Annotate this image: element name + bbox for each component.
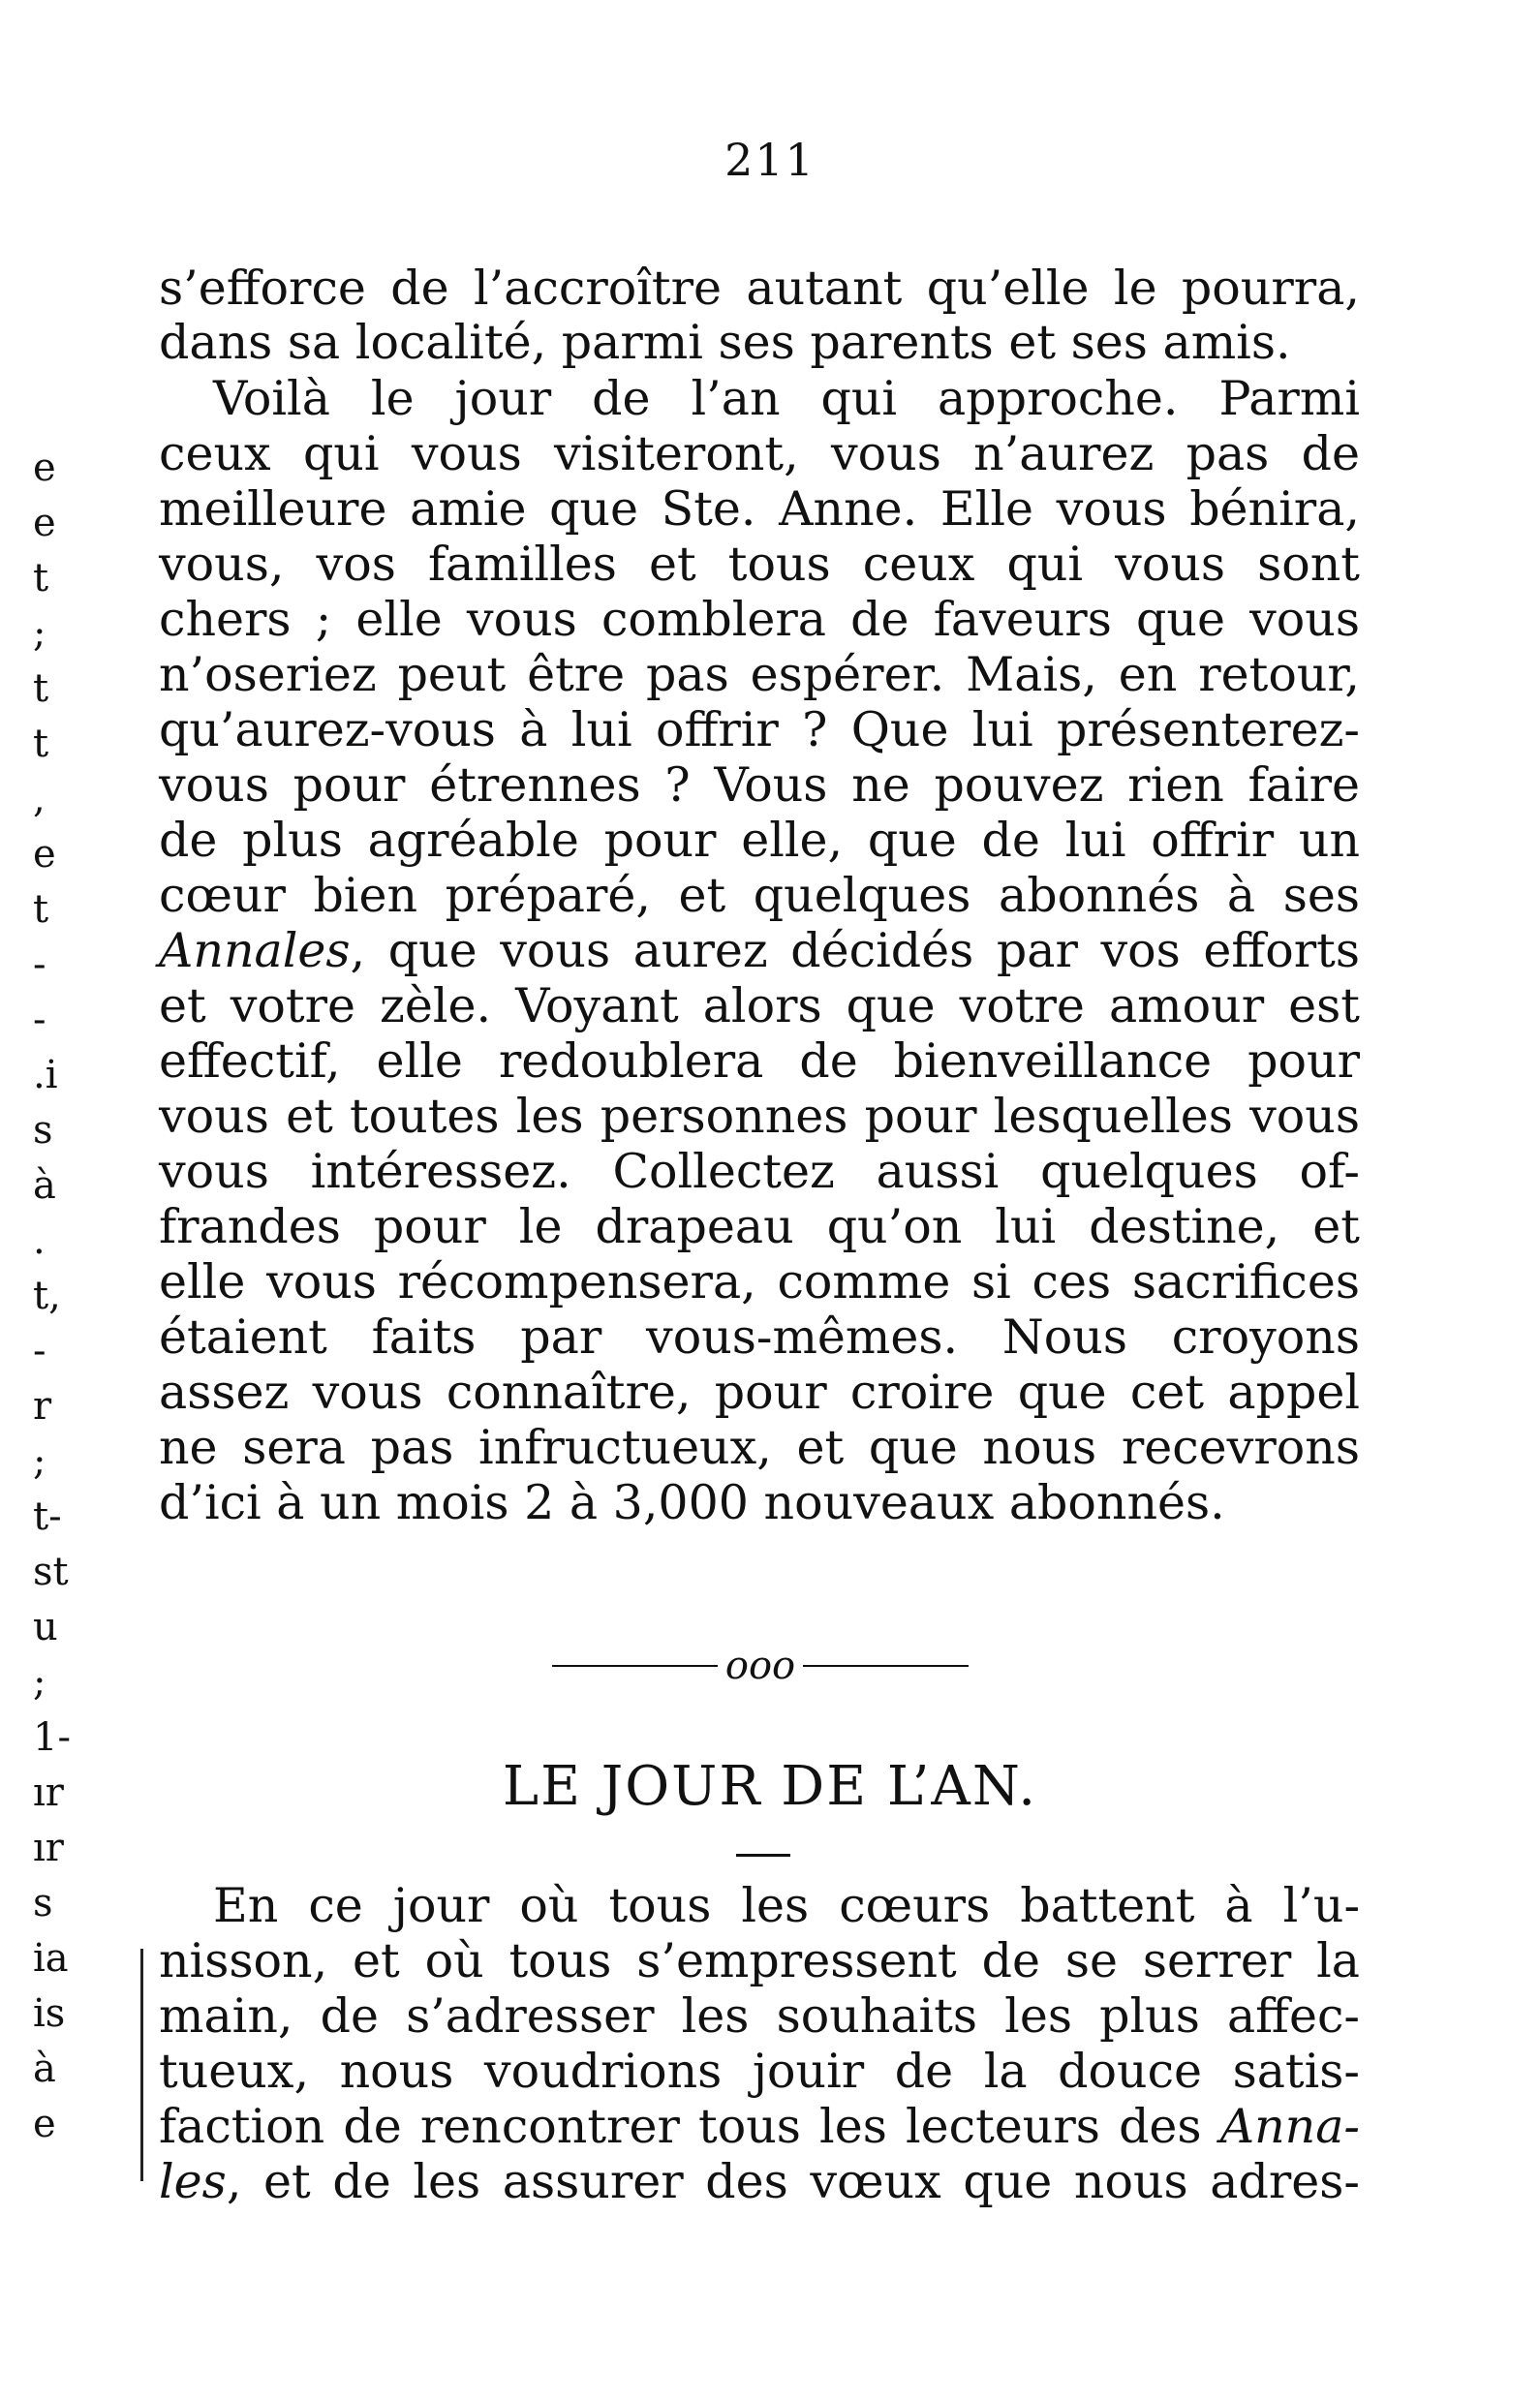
margin-fragment: e	[33, 501, 56, 545]
text-line: vous intéressez. Collectez aussi quelques of-	[159, 1144, 1360, 1199]
text-line: vous et toutes les personnes pour lesquelles vous	[159, 1089, 1360, 1144]
scan-binding-shadow	[140, 1949, 143, 2181]
text-line-annales	[159, 924, 1360, 978]
margin-fragment: t	[33, 666, 49, 711]
text-line: nisson, et où tous s’empressent de se serrer la	[159, 1933, 1360, 1988]
text-line: étaient faits par vous-mêmes. Nous croyons	[159, 1309, 1360, 1365]
text-line-start: faction de rencontrer tous les lecteurs des	[159, 2099, 1220, 2154]
section-divider	[552, 1642, 969, 1690]
margin-fragment: ır	[33, 1771, 64, 1815]
margin-fragment: ;	[33, 1660, 46, 1705]
title-underline-rule	[736, 1854, 790, 1857]
margin-fragment: t	[33, 722, 49, 766]
margin-fragment: .i	[33, 1053, 58, 1097]
margin-fragment: ır	[33, 1826, 64, 1870]
text-line: assez vous connaître, pour croire que cet appel	[159, 1365, 1360, 1420]
margin-fragment: ,	[33, 777, 46, 821]
text-line: qu’aurez-vous à lui offrir ? Que lui présenterez-	[159, 702, 1360, 757]
margin-fragment: e	[33, 446, 56, 490]
margin-fragment: t	[33, 887, 49, 932]
margin-fragment: r	[33, 1384, 52, 1429]
journal-title-les: les	[159, 2154, 227, 2209]
text-line: main, de s’adresser les souhaits les plus affec-	[159, 1988, 1360, 2044]
text-line: meilleure amie que Ste. Anne. Elle vous bénira,	[159, 481, 1360, 537]
margin-fragment: s	[33, 1108, 53, 1153]
margin-fragment: s	[33, 1881, 53, 1925]
text-line: n’oseriez peut être pas espérer. Mais, en retour,	[159, 647, 1360, 702]
margin-fragment: à	[33, 1163, 56, 1208]
text-line: de plus agréable pour elle, que de lui offrir un	[159, 813, 1360, 868]
text-line: effectif, elle redoublera de bienveillance pour	[159, 1033, 1360, 1089]
margin-fragment: -	[33, 942, 46, 987]
text-line: et votre zèle. Voyant alors que votre amour est	[159, 978, 1360, 1033]
journal-title-anna: Anna-	[1219, 2099, 1360, 2154]
text-line-les	[159, 2155, 1360, 2209]
adjacent-page-margin-fragments	[33, 441, 91, 2152]
margin-fragment: -	[33, 998, 46, 1042]
text-line: Voilà le jour de l’an qui approche. Parmi	[213, 371, 1360, 426]
journal-title-annales: Annales	[159, 923, 351, 978]
margin-fragment: ;	[33, 611, 46, 656]
margin-fragment: t,	[33, 1274, 61, 1318]
text-line-rest: , et de les assurer des vœux que nous adres-	[226, 2154, 1360, 2209]
margin-fragment: st	[33, 1550, 69, 1594]
margin-fragment: e	[33, 2102, 56, 2146]
text-line: vous, vos familles et tous ceux qui vous sont	[159, 537, 1360, 592]
text-line: dans sa localité, parmi ses parents et ses amis.	[159, 315, 1291, 370]
margin-fragment: -	[33, 1329, 46, 1373]
text-line: s’efforce de l’accroître autant qu’elle le pourra,	[159, 261, 1360, 316]
margin-fragment: t	[33, 556, 49, 600]
margin-fragment: t-	[33, 1494, 62, 1539]
text-line: frandes pour le drapeau qu’on lui destine, et	[159, 1199, 1360, 1254]
text-line-rest: , que vous aurez décidés par vos efforts	[350, 923, 1360, 978]
divider-rule-right	[803, 1665, 969, 1667]
margin-fragment: à	[33, 2047, 56, 2091]
divider-rule-left	[552, 1665, 718, 1667]
text-line-annales-hyphen	[159, 2100, 1360, 2154]
margin-fragment: is	[33, 1991, 66, 2036]
margin-fragment: .	[33, 1218, 46, 1263]
margin-fragment: ;	[33, 1439, 46, 1484]
text-line: elle vous récompensera, comme si ces sacrifices	[159, 1254, 1360, 1309]
text-line: ne sera pas infructueux, et que nous recevrons	[159, 1420, 1360, 1475]
text-line: tueux, nous voudrions jouir de la douce satis-	[159, 2044, 1360, 2099]
margin-fragment: 1-	[33, 1715, 71, 1760]
text-line: cœur bien préparé, et quelques abonnés à ses	[159, 868, 1360, 923]
page-number: 211	[724, 134, 816, 186]
text-line: d’ici à un mois 2 à 3,000 nouveaux abonnés.	[159, 1475, 1225, 1530]
margin-fragment: ia	[33, 1936, 69, 1981]
margin-fragment: u	[33, 1605, 58, 1649]
section-title: LE JOUR DE L’AN.	[502, 1755, 1038, 1818]
text-line: chers ; elle vous comblera de faveurs que vous	[159, 592, 1360, 647]
margin-fragment: e	[33, 832, 56, 877]
text-line: ceux qui vous visiteront, vous n’aurez pas de	[159, 426, 1360, 481]
text-line: vous pour étrennes ? Vous ne pouvez rien faire	[159, 757, 1360, 813]
divider-ornament: ooo	[724, 1644, 796, 1688]
text-line: En ce jour où tous les cœurs battent à l’u-	[213, 1878, 1360, 1933]
